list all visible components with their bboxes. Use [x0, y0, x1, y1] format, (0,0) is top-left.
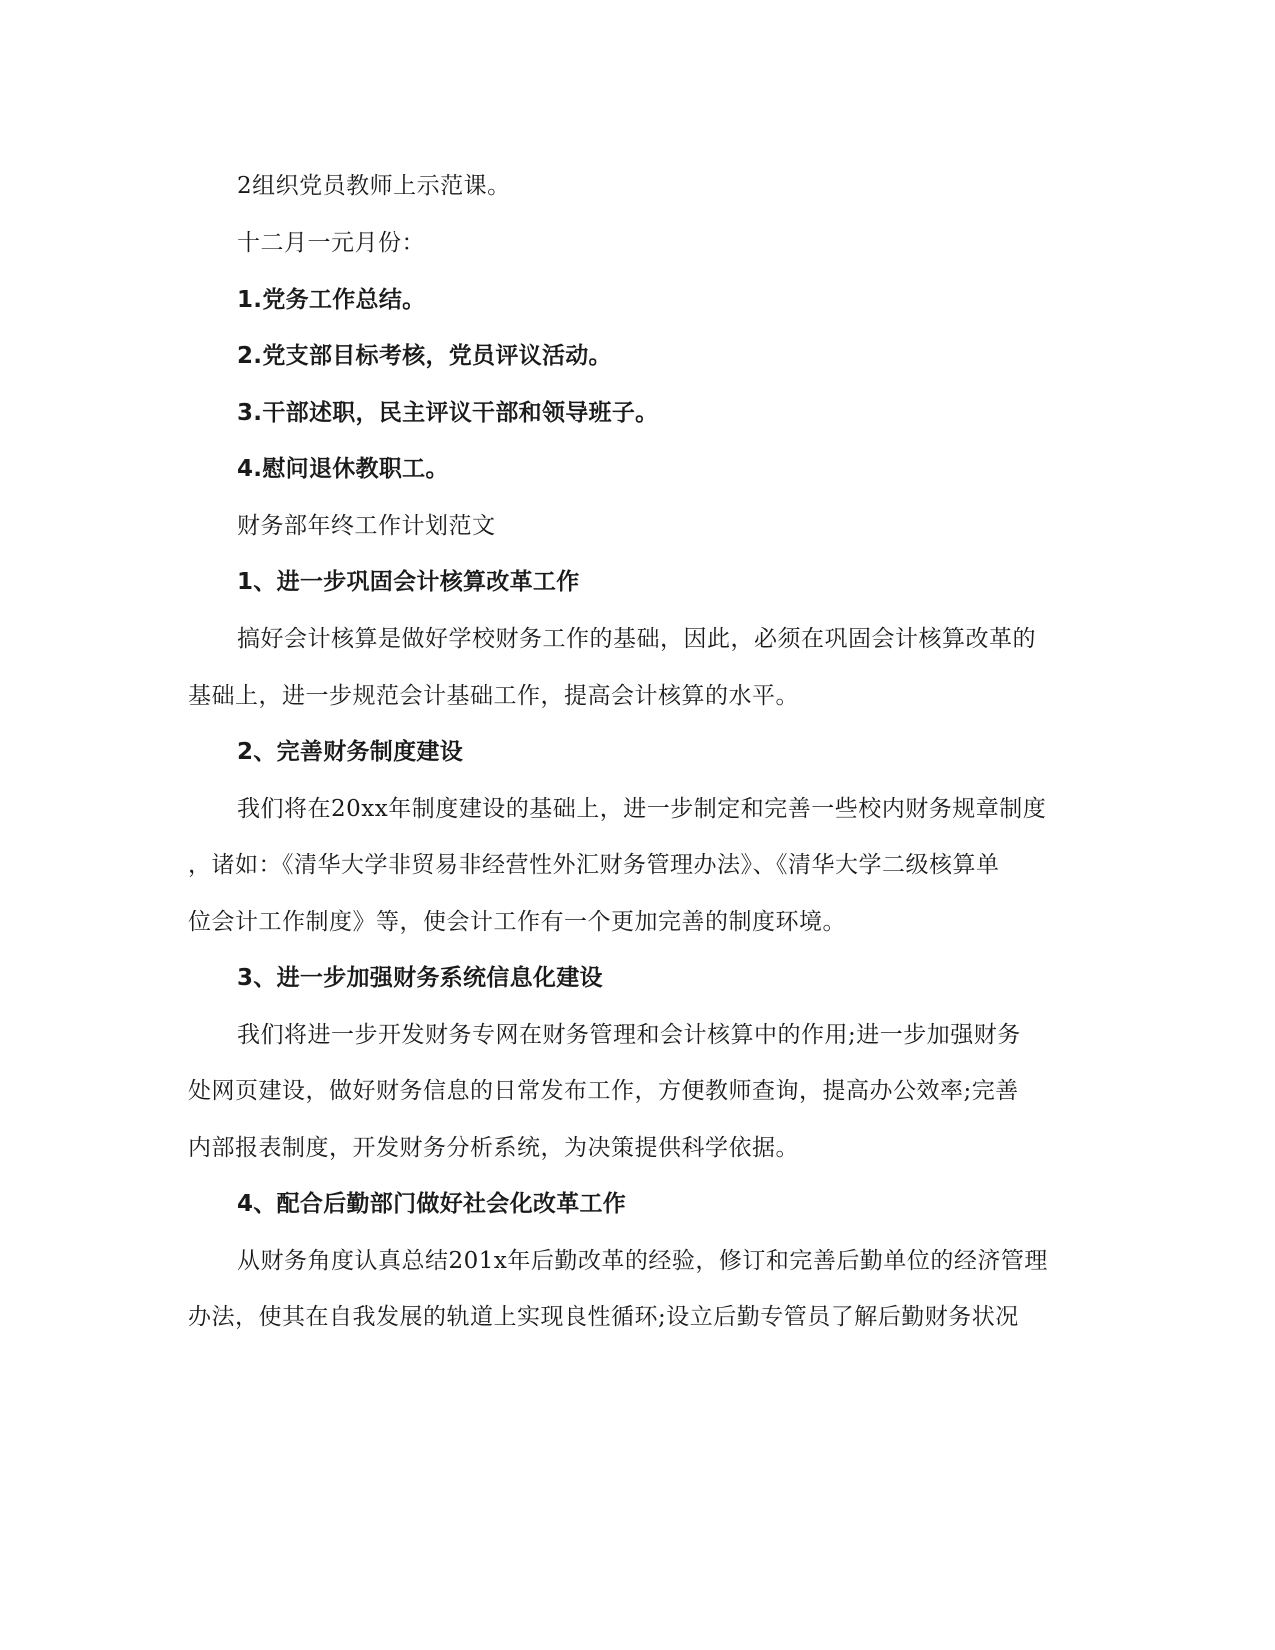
section-heading: 2、完善财务制度建设	[237, 739, 464, 765]
paragraph-line: ，诸如：《清华大学非贸易非经营性外汇财务管理办法》、《清华大学二级核算单	[188, 852, 1000, 878]
paragraph-line: 处网页建设，做好财务信息的日常发布工作，方便教师查询，提高办公效率;完善	[188, 1078, 1019, 1104]
paragraph-line: 搞好会计核算是做好学校财务工作的基础，因此，必须在巩固会计核算改革的	[237, 626, 1036, 652]
paragraph-line: 办法，使其在自我发展的轨道上实现良性循环;设立后勤专管员了解后勤财务状况	[188, 1304, 1019, 1330]
paragraph-line: 内部报表制度，开发财务分析系统，为决策提供科学依据。	[188, 1135, 799, 1161]
paragraph-line: 我们将进一步开发财务专网在财务管理和会计核算中的作用;进一步加强财务	[237, 1022, 1021, 1048]
list-item: 2.党支部目标考核，党员评议活动。	[237, 343, 612, 369]
paragraph-line: 从财务角度认真总结201x年后勤改革的经验，修订和完善后勤单位的经济管理	[237, 1248, 1048, 1274]
paragraph-line: 基础上，进一步规范会计基础工作，提高会计核算的水平。	[188, 683, 799, 709]
section-heading: 1、进一步巩固会计核算改革工作	[237, 569, 580, 595]
list-item: 1.党务工作总结。	[237, 287, 426, 313]
list-item: 3.干部述职，民主评议干部和领导班子。	[237, 400, 659, 426]
paragraph-line: 我们将在20xx年制度建设的基础上，进一步制定和完善一些校内财务规章制度	[237, 796, 1047, 822]
paragraph-line: 位会计工作制度》等，使会计工作有一个更加完善的制度环境。	[188, 909, 846, 935]
document-title: 财务部年终工作计划范文	[237, 513, 496, 539]
section-heading: 十二月一元月份：	[237, 230, 425, 256]
section-heading: 3、进一步加强财务系统信息化建设	[237, 965, 603, 991]
section-heading: 4、配合后勤部门做好社会化改革工作	[237, 1191, 627, 1217]
text-line: 2组织党员教师上示范课。	[237, 173, 511, 199]
list-item: 4.慰问退休教职工。	[237, 456, 449, 482]
